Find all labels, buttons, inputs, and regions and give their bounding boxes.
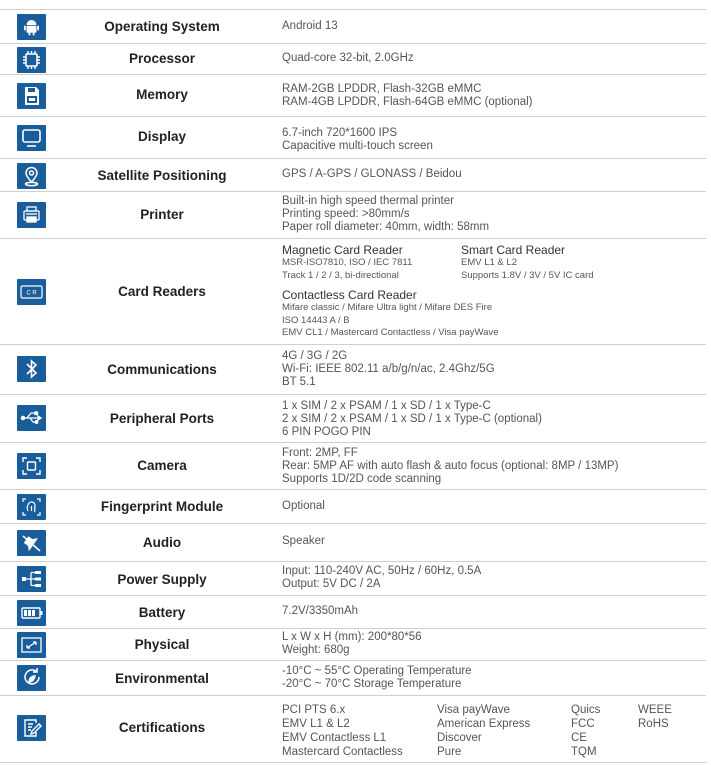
certifications-col-2: Visa payWave American Express Discover Pure [437,704,531,758]
spec-label: Display [137,129,187,144]
row-processor [0,43,706,74]
spec-label: Communications [107,362,217,377]
spec-label: Power Supply [117,572,207,587]
spec-value: GPS / A-GPS / GLONASS / Beidou [282,168,462,180]
spec-label: Environmental [115,671,209,686]
android-icon [17,14,46,40]
camera-frame-icon [17,453,46,479]
row-display [0,116,706,158]
spec-value: Quad-core 32-bit, 2.0GHz [282,52,414,64]
spec-label: Memory [136,87,188,102]
magnetic-card-reader: Magnetic Card Reader MSR-ISO7810, ISO / IEC 7811 Track 1 / 2 / 3, bi-directional [282,243,413,281]
spec-value: Speaker [282,535,325,547]
spec-value: Input: 110-240V AC, 50Hz / 60Hz, 0.5A Output: 5V DC / 2A [282,565,482,590]
spec-value: Android 13 [282,20,338,32]
spec-label: Fingerprint Module [100,499,224,514]
spec-value: -10°C ~ 55°C Operating Temperature -20°C ~ 70°C Storage Temperature [282,665,472,690]
spec-value: 1 x SIM / 2 x PSAM / 1 x SD / 1 x Type-C 2 x SIM / 2 x PSAM / 1 x SD / 1 x Type-C (optional) 6 PIN POGO PIN [282,400,542,438]
spec-label: Printer [140,207,184,222]
battery-icon [17,600,46,626]
row-memory [0,74,706,116]
smart-card-reader: Smart Card Reader EMV L1 & L2 Supports 1.8V / 3V / 5V IC card [461,243,594,281]
leaf-cycle-icon [17,665,46,691]
certifications-col-3: Quics FCC CE TQM [571,704,601,758]
certifications-col-4: WEEE RoHS [638,704,672,730]
chip-icon [17,47,46,73]
fingerprint-icon [17,494,46,520]
power-tree-icon [17,566,46,592]
spec-label: Physical [134,637,190,652]
spec-value: 7.2V/3350mAh [282,605,359,617]
monitor-icon [17,125,46,151]
row-printer [0,191,706,238]
certificate-icon [17,715,46,741]
row-certifications [0,695,706,763]
location-pin-icon [17,163,46,189]
spec-label: Card Readers [118,284,206,299]
row-camera [0,442,706,489]
row-card-readers [0,238,706,344]
spec-label: Battery [138,605,186,620]
row-communications [0,344,706,394]
spec-value: Built-in high speed thermal printer Printing speed: >80mm/s Paper roll diameter: 40mm, width: 58mm [282,195,490,233]
speaker-off-icon [17,530,46,556]
certifications-col-1: PCI PTS 6.x EMV L1 & L2 EMV Contactless L1 Mastercard Contactless [282,704,403,758]
card-reader-icon [17,279,46,305]
spec-value: 4G / 3G / 2G Wi-Fi: IEEE 802.11 a/b/g/n/ac, 2.4Ghz/5G BT 5.1 [282,350,495,388]
memory-card-icon [17,83,46,109]
row-physical [0,628,706,660]
row-environmental [0,660,706,695]
spec-label: Certifications [118,720,206,735]
row-operating-system [0,9,706,43]
spec-value: Optional [282,500,325,512]
spec-label: Satellite Positioning [97,168,227,183]
row-battery [0,595,706,628]
dimensions-icon [17,632,46,658]
row-peripheral-ports [0,394,706,442]
contactless-card-reader: Contactless Card Reader Mifare classic / Mifare Ultra light / Mifare DES Fire ISO 14443 A / B EMV CL1 / Mastercard Contactless / Visa payWave [282,288,499,338]
printer-icon [17,202,46,228]
spec-value: 6.7-inch 720*1600 IPS Capacitive multi-touch screen [282,127,433,152]
spec-label: Audio [142,535,182,550]
row-audio [0,523,706,561]
usb-icon [17,405,46,431]
spec-label: Camera [137,458,187,473]
spec-value: Front: 2MP, FF Rear: 5MP AF with auto flash & auto focus (optional: 8MP / 13MP) Supports 1D/2D code scanning [282,447,619,485]
spec-label: Operating System [104,19,220,34]
spec-label: Processor [128,51,196,66]
row-satellite-positioning [0,158,706,191]
row-power-supply [0,561,706,595]
spec-label: Peripheral Ports [109,411,215,426]
svg-text:C R: C R [26,290,37,297]
bluetooth-icon [17,356,46,382]
spec-value: L x W x H (mm): 200*80*56 Weight: 680g [282,631,422,656]
spec-value: RAM-2GB LPDDR, Flash-32GB eMMC RAM-4GB LPDDR, Flash-64GB eMMC (optional) [282,83,533,108]
row-fingerprint-module [0,489,706,523]
